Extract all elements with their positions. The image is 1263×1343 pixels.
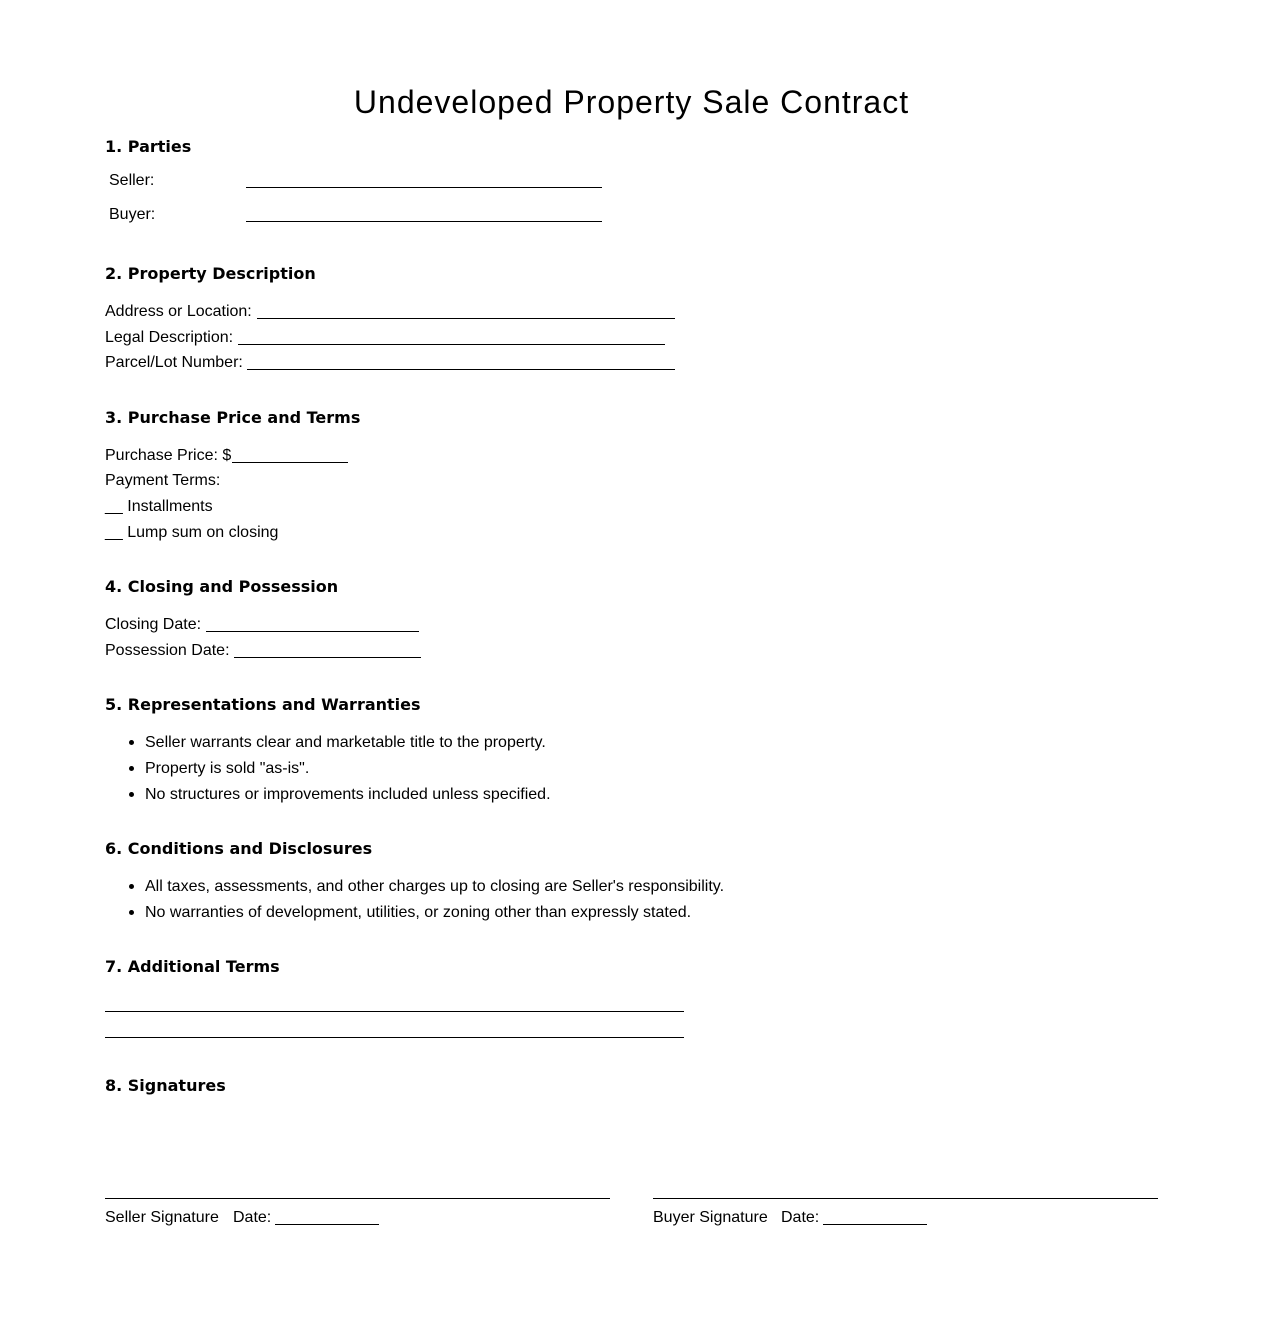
section-heading-warranties: 5. Representations and Warranties (105, 695, 421, 714)
possession-date-field[interactable] (234, 657, 421, 658)
option-lump-sum[interactable]: __ Lump sum on closing (105, 524, 279, 541)
additional-terms-line-2[interactable] (105, 1037, 684, 1038)
bullet-icon (129, 884, 134, 889)
closing-date-label: Closing Date: (105, 616, 202, 633)
bullet-icon (129, 910, 134, 915)
warranty-item: No structures or improvements included unless specified. (145, 786, 551, 803)
parcel-number-label: Parcel/Lot Number: (105, 354, 243, 371)
buyer-label: Buyer: (109, 206, 156, 223)
closing-date-field[interactable] (206, 631, 419, 632)
section-heading-additional: 7. Additional Terms (105, 957, 280, 976)
option-installments[interactable]: __ Installments (105, 498, 213, 515)
legal-description-field[interactable] (238, 344, 665, 345)
seller-label: Seller: (109, 172, 155, 189)
address-label: Address or Location: (105, 303, 252, 320)
bullet-icon (129, 740, 134, 745)
seller-date-field[interactable] (275, 1224, 379, 1225)
bullet-icon (129, 766, 134, 771)
warranty-item: Property is sold "as-is". (145, 760, 310, 777)
seller-field[interactable] (246, 187, 602, 188)
section-heading-parties: 1. Parties (105, 137, 192, 156)
purchase-price-label: Purchase Price: $ (105, 447, 232, 464)
additional-terms-line-1[interactable] (105, 1011, 684, 1012)
purchase-price-field[interactable] (232, 462, 348, 463)
payment-terms-label: Payment Terms: (105, 472, 221, 489)
seller-signature-line[interactable] (105, 1198, 610, 1199)
legal-description-label: Legal Description: (105, 329, 234, 346)
seller-date-label: Date: (233, 1209, 272, 1226)
address-field[interactable] (257, 318, 675, 319)
buyer-signature-line[interactable] (653, 1198, 1158, 1199)
possession-date-label: Possession Date: (105, 642, 230, 659)
page-title: Undeveloped Property Sale Contract (353, 84, 910, 120)
buyer-date-field[interactable] (823, 1224, 927, 1225)
buyer-field[interactable] (246, 221, 602, 222)
section-heading-price: 3. Purchase Price and Terms (105, 408, 361, 427)
seller-signature-label: Seller Signature (105, 1209, 219, 1226)
buyer-date-label: Date: (781, 1209, 820, 1226)
condition-item: All taxes, assessments, and other charges up to closing are Seller's responsibility. (145, 878, 725, 895)
condition-item: No warranties of development, utilities, or zoning other than expressly stated. (145, 904, 692, 921)
section-heading-conditions: 6. Conditions and Disclosures (105, 839, 373, 858)
section-heading-signatures: 8. Signatures (105, 1076, 226, 1095)
bullet-icon (129, 792, 134, 797)
buyer-signature-label: Buyer Signature (653, 1209, 768, 1226)
warranty-item: Seller warrants clear and marketable title to the property. (145, 734, 546, 751)
section-heading-property: 2. Property Description (105, 264, 316, 283)
section-heading-closing: 4. Closing and Possession (105, 577, 339, 596)
parcel-number-field[interactable] (247, 369, 675, 370)
